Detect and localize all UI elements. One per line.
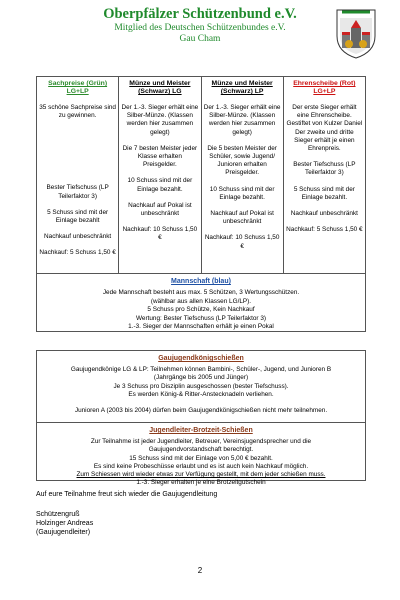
association-subtitle: Mitglied des Deutschen Schützenbundes e.V. [114, 23, 286, 33]
section-line: Es werden König-& Ritter-Anstecknadeln verliehen. [128, 390, 274, 398]
spacer [286, 218, 363, 226]
section-line: Gaujugendvorstandschaft berechtigt. [148, 446, 254, 454]
section-line: 1.-3. Sieger erhalten je eine Brotzeitgutschein [136, 479, 266, 487]
spacer [39, 225, 116, 233]
spacer [121, 218, 198, 226]
column-muenze-lp [202, 77, 284, 273]
column-ehrenscheibe [284, 77, 365, 273]
signature-greeting: Schützengruß [36, 511, 80, 518]
spacer [39, 120, 116, 184]
mannschaft-line: Jede Mannschaft besteht aus max. 5 Schützen, 3 Wertungsschützen. [102, 289, 300, 297]
column-text: 10 Schuss sind mit der Einlage bezahlt. [127, 177, 193, 193]
page-number: 2 [197, 566, 203, 575]
column-text: Die 7 besten Meister jeder Klasse erhalten Preisgelder. [122, 144, 198, 169]
spacer [121, 194, 198, 202]
signature-role: (Gaujugendleiter) [36, 529, 91, 536]
column-muenze-lg [119, 77, 201, 273]
spacer [204, 226, 281, 234]
prizes-box [36, 76, 366, 332]
prize-columns [37, 77, 365, 273]
column-heading: Ehrenscheibe (Rot) LG+LP [293, 80, 356, 96]
column-text: Der zweite und dritte Sieger erhält je einen Ehrenpreis. [294, 128, 355, 153]
spacer [286, 153, 363, 161]
gaujugendkoenig-heading: Gaujugendkönigschießen [158, 355, 244, 362]
column-text: 35 schöne Sachpreise sind zu gewinnen. [39, 104, 116, 120]
column-text: Nachkauf auf Pokal ist unbeschränkt [128, 201, 192, 218]
column-text: Die 5 besten Meister der Schüler, sowie Jugend/ Junioren erhalten Preisgelder. [207, 144, 277, 177]
spacer [204, 137, 281, 145]
mannschaft-line: (wählbar aus allen Klassen LG/LP). [150, 297, 252, 305]
closing-text: Auf eure Teilnahme freut sich wieder die Gaujugendleitung [36, 491, 218, 498]
column-heading: Münze und Meister (Schwarz) LP [211, 80, 273, 96]
column-text: Der 1.-3. Sieger erhält eine Silber-Münze. (Klassen werden hier zusammen gelegt) [121, 104, 199, 136]
mannschaft-heading: Mannschaft (blau) [171, 278, 231, 285]
column-text: Nachkauf: 5 Schuss 1,50 € [39, 249, 116, 257]
column-text: Nachkauf: 10 Schuss 1,50 € [204, 234, 280, 250]
spacer [37, 399, 365, 407]
spacer [39, 241, 116, 249]
district-name: Gau Cham [179, 34, 221, 44]
section-line: 15 Schuss sind mit der Einlage von 5,00 € bezahlt. [129, 454, 273, 462]
column-heading: Münze und Meister (Schwarz) LG [129, 80, 191, 96]
section-line: Zur Teilnahme ist jeder Jugendleiter, Betreuer, Vereinsjugendsprecher und die [90, 438, 312, 446]
column-text: Nachkauf unbeschränkt [44, 233, 112, 241]
section-line-underlined: Zum Schiessen wird wieder etwas zur Verfügung gestellt, mit dem jeder schießen muss. [76, 471, 326, 479]
column-text: Bester Tiefschuss (LP Teilerfaktor 3) [293, 161, 356, 177]
section-line: Es sind keine Probeschüsse erlaubt und es ist auch kein Nachkauf möglich. [93, 462, 309, 470]
section-line: Junioren A (2003 bis 2004) dürfen beim Gaujugendkönigschießen nicht mehr teilnehmen. [74, 407, 328, 415]
brotzeit-heading: Jugendleiter-Brotzeit-Schießen [149, 427, 253, 434]
mannschaft-line: 5 Schuss pro Schütze, Kein Nachkauf [147, 306, 255, 314]
spacer [121, 169, 198, 177]
spacer [286, 202, 363, 210]
column-text: Nachkauf auf Pokal ist unbeschränkt [210, 210, 274, 226]
brotzeit-section [37, 422, 365, 487]
mannschaft-section [37, 273, 365, 331]
column-text: Nachkauf: 10 Schuss 1,50 € [122, 226, 198, 242]
column-text: Nachkauf unbeschränkt [290, 210, 358, 218]
section-line: Gaujugendkönige LG & LP: Teilnehmen können Bambini-, Schüler-, Jugend, und Junioren B [70, 366, 332, 374]
spacer [286, 178, 363, 186]
section-line: (Jahrgänge bis 2005 und Jünger) [153, 374, 249, 382]
mannschaft-line: Wertung: Bester Tiefschuss (LP Teilerfaktor 3) [136, 314, 266, 322]
signature-name: Holzinger Andreas [36, 520, 94, 527]
youth-events-box [36, 350, 366, 487]
spacer [204, 178, 281, 186]
column-text: 10 Schuss sind mit der Einlage bezahlt. [209, 185, 275, 201]
column-text: 5 Schuss sind mit der Einlage bezahlt. [293, 185, 355, 201]
gaujugendkoenig-section [37, 355, 365, 415]
column-text: Bester Tiefschuss (LP Teilerfaktor 3) [46, 184, 109, 200]
association-title: Oberpfälzer Schützenbund e.V. [103, 6, 297, 22]
section-line: Je 3 Schuss pro Disziplin ausgeschossen (bester Tiefschuss). [113, 382, 289, 390]
column-sachpreise [37, 77, 119, 273]
column-text: 5 Schuss sind mit der Einlage bezahlt [47, 208, 109, 225]
column-text: Nachkauf: 5 Schuss 1,50 € [286, 226, 363, 234]
column-heading: Sachpreise (Grün) LG+LP [48, 80, 108, 96]
column-text: Der erste Sieger erhält eine Ehrenscheibe. Gestiftet von Kulzer Daniel [286, 104, 363, 128]
spacer [39, 201, 116, 209]
column-text: Der 1.-3. Sieger erhält eine Silber-Münze. (Klassen werden hier zusammen gelegt) [203, 104, 281, 136]
spacer [204, 202, 281, 210]
club-emblem-icon [334, 6, 378, 60]
mannschaft-line: 1.-3. Sieger der Mannschaften erhält je einen Pokal [128, 323, 274, 331]
spacer [121, 137, 198, 145]
